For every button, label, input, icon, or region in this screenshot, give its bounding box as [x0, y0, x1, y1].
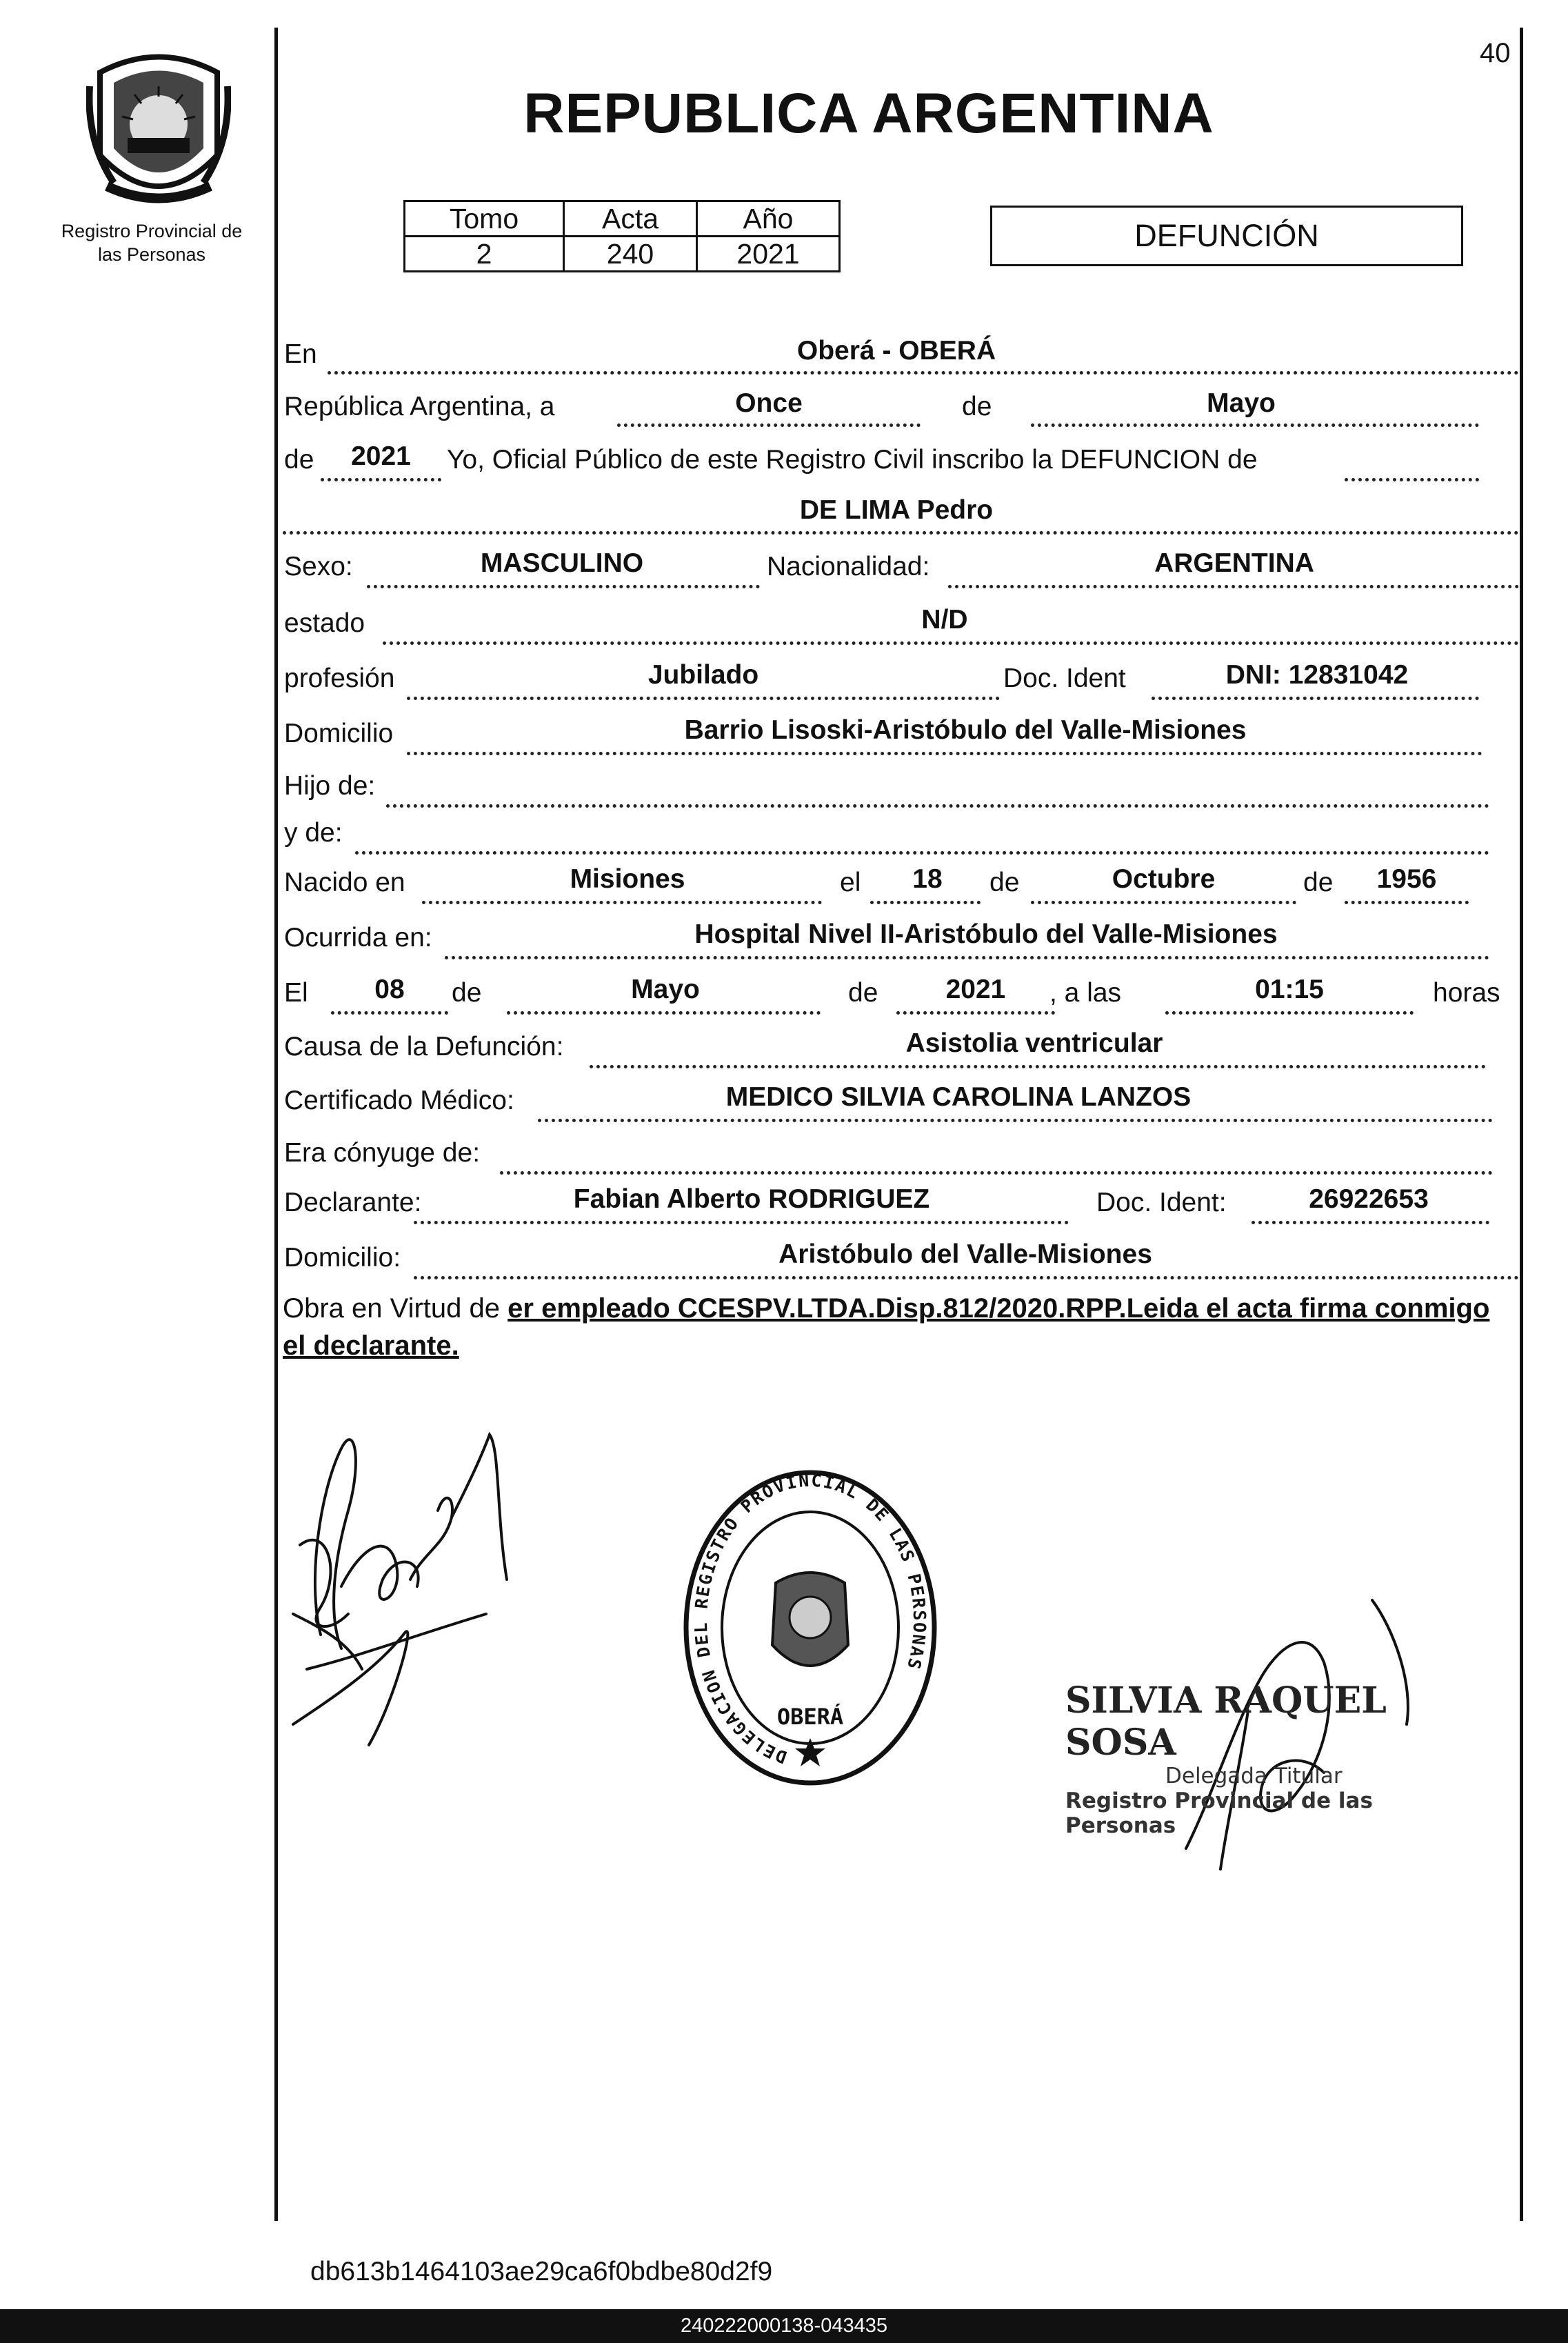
year-value: 2021 [351, 441, 411, 471]
nacido-dia: 18 [912, 864, 943, 894]
conyuge-label: Era cónyuge de: [284, 1138, 481, 1168]
footer-code: 240222000138-043435 [681, 2315, 887, 2337]
nacido-lugar: Misiones [570, 864, 685, 894]
stamp-city: OBERÁ [776, 1704, 844, 1730]
page-number: 40 [1480, 38, 1511, 68]
en-dotted-line [328, 371, 1519, 375]
hora-dotted-line [1165, 1011, 1414, 1015]
yde-label: y de: [284, 818, 343, 848]
alas-label: , a las [1049, 978, 1122, 1008]
declarante-label: Declarante: [284, 1188, 422, 1217]
sexo-label: Sexo: [284, 552, 353, 581]
doc2-dotted-line [1252, 1221, 1489, 1224]
domicilio-label: Domicilio [284, 719, 394, 748]
declarante-signature [279, 1407, 514, 1752]
de-label-2: de [284, 445, 314, 475]
certificado-dotted-line [538, 1119, 1493, 1122]
nacido-mes: Octubre [1112, 864, 1216, 894]
province-crest-logo [86, 45, 231, 214]
doc-value: DNI: 12831042 [1225, 660, 1409, 690]
ocurrida-label: Ocurrida en: [284, 923, 432, 953]
right-margin-line [1520, 28, 1523, 2221]
el-label: El [284, 978, 308, 1008]
domicilio2-value: Aristóbulo del Valle-Misiones [778, 1239, 1152, 1269]
signatory-org: Registro Provincial de las Personas [1065, 1788, 1373, 1838]
declarante-value: Fabian Alberto RODRIGUEZ [573, 1184, 930, 1214]
sexo-dotted-line [367, 585, 760, 588]
profesion-label: profesión [284, 664, 395, 693]
left-margin-line [274, 28, 278, 2221]
signatory-role: Delegada Titular [1165, 1764, 1343, 1788]
registry-table [403, 200, 841, 272]
name-dotted-line [283, 531, 1519, 535]
causa-label: Causa de la Defunción: [284, 1032, 564, 1061]
nacido-mes-dotted-line [1031, 901, 1296, 904]
signatory-name: SILVIA RAQUEL SOSA [1065, 1679, 1387, 1764]
muerte-mes-dotted-line [507, 1011, 821, 1015]
month-dotted-line [1031, 423, 1479, 427]
en-label: En [284, 339, 317, 369]
doc-label: Doc. Ident [1003, 664, 1126, 693]
ocurrida-dotted-line [445, 956, 1489, 959]
muerte-anio-dotted-line [896, 1011, 1055, 1015]
causa-dotted-line [590, 1065, 1486, 1068]
document-hash: db613b1464103ae29ca6f0bdbe80d2f9 [310, 2257, 773, 2286]
causa-value: Asistolia ventricular [905, 1028, 1163, 1058]
tomo-value: 2 [405, 237, 564, 272]
muerte-dia-dotted-line [331, 1011, 448, 1015]
day-words: Once [735, 388, 803, 418]
acta-header: Acta [564, 201, 697, 237]
signature-block [1065, 1679, 1479, 1838]
sexo-value: MASCULINO [480, 548, 644, 578]
nacido-el-label: el [840, 868, 861, 897]
document-title: REPUBLICA ARGENTINA [523, 82, 1214, 145]
nacionalidad-label: Nacionalidad: [767, 552, 930, 581]
obra-paragraph [283, 1290, 1517, 1364]
month-value: Mayo [1207, 388, 1276, 418]
nacido-label: Nacido en [284, 868, 405, 897]
horas-label: horas [1433, 978, 1500, 1008]
nacionalidad-dotted-line [948, 585, 1519, 588]
record-type-box: DEFUNCIÓN [990, 206, 1463, 266]
ocurrida-value: Hospital Nivel II-Aristóbulo del Valle-Misiones [694, 919, 1278, 949]
nacido-de-label: de [989, 868, 1020, 897]
domicilio-value: Barrio Lisoski-Aristóbulo del Valle-Misiones [684, 715, 1247, 745]
year-dotted-line [321, 478, 441, 481]
certificado-label: Certificado Médico: [284, 1086, 514, 1115]
muerte-de-label: de [452, 978, 482, 1008]
nacido-anio: 1956 [1376, 864, 1437, 894]
acta-value: 240 [564, 237, 697, 272]
muerte-dia: 08 [374, 975, 405, 1004]
estado-dotted-line [383, 641, 1519, 645]
muerte-de-label-2: de [848, 978, 878, 1008]
estado-label: estado [284, 608, 365, 638]
nacido-dia-dotted-line [870, 901, 981, 904]
domicilio2-dotted-line [414, 1276, 1519, 1279]
doc-dotted-line [1152, 697, 1479, 700]
deceased-name: DE LIMA Pedro [799, 495, 994, 525]
doc2-label: Doc. Ident: [1096, 1188, 1227, 1217]
deceased-dotted-tail [1345, 478, 1479, 481]
obra-label: Obra en Virtud de [283, 1293, 501, 1324]
hijo-label: Hijo de: [284, 771, 376, 801]
obra-value: er empleado CCESPV.LTDA.Disp.812/2020.RPP.Leida el acta firma conmigo el declarante. [283, 1293, 1490, 1361]
de-label-1: de [962, 392, 992, 421]
nacionalidad-value: ARGENTINA [1154, 548, 1314, 578]
muerte-hora: 01:15 [1255, 975, 1324, 1004]
muerte-anio: 2021 [945, 975, 1006, 1004]
profesion-dotted-line [407, 697, 1000, 700]
domicilio2-label: Domicilio: [284, 1243, 401, 1273]
registry-stamp [679, 1466, 941, 1790]
republica-label: República Argentina, a [284, 392, 555, 421]
declarante-dotted-line [414, 1221, 1069, 1224]
day-dotted-line [617, 423, 921, 427]
muerte-mes: Mayo [631, 975, 700, 1004]
stamp-ring-text: DELEGACION DEL REGISTRO PROVINCIAL DE LAS PERSONAS [690, 1470, 930, 1768]
conyuge-dotted-line [500, 1171, 1493, 1175]
hijo-dotted-line [386, 804, 1489, 808]
anio-value: 2021 [697, 237, 840, 272]
crest-caption: Registro Provincial de las Personas [61, 221, 243, 265]
domicilio-dotted-line [407, 752, 1482, 755]
nacido-anio-dotted-line [1345, 901, 1469, 904]
estado-value: N/D [921, 605, 968, 635]
nacido-lugar-dotted-line [422, 901, 822, 904]
profesion-value: Jubilado [647, 660, 759, 690]
declarante-doc: 26922653 [1309, 1184, 1429, 1214]
official-text: Yo, Oficial Público de este Registro Civil inscribo la DEFUNCION de [447, 445, 1258, 475]
yde-dotted-line [355, 851, 1489, 855]
anio-header: Año [697, 201, 840, 237]
certificado-value: MEDICO SILVIA CAROLINA LANZOS [725, 1082, 1192, 1112]
tomo-header: Tomo [405, 201, 564, 237]
nacido-de-label-2: de [1303, 868, 1334, 897]
en-value: Oberá - OBERÁ [796, 336, 996, 366]
